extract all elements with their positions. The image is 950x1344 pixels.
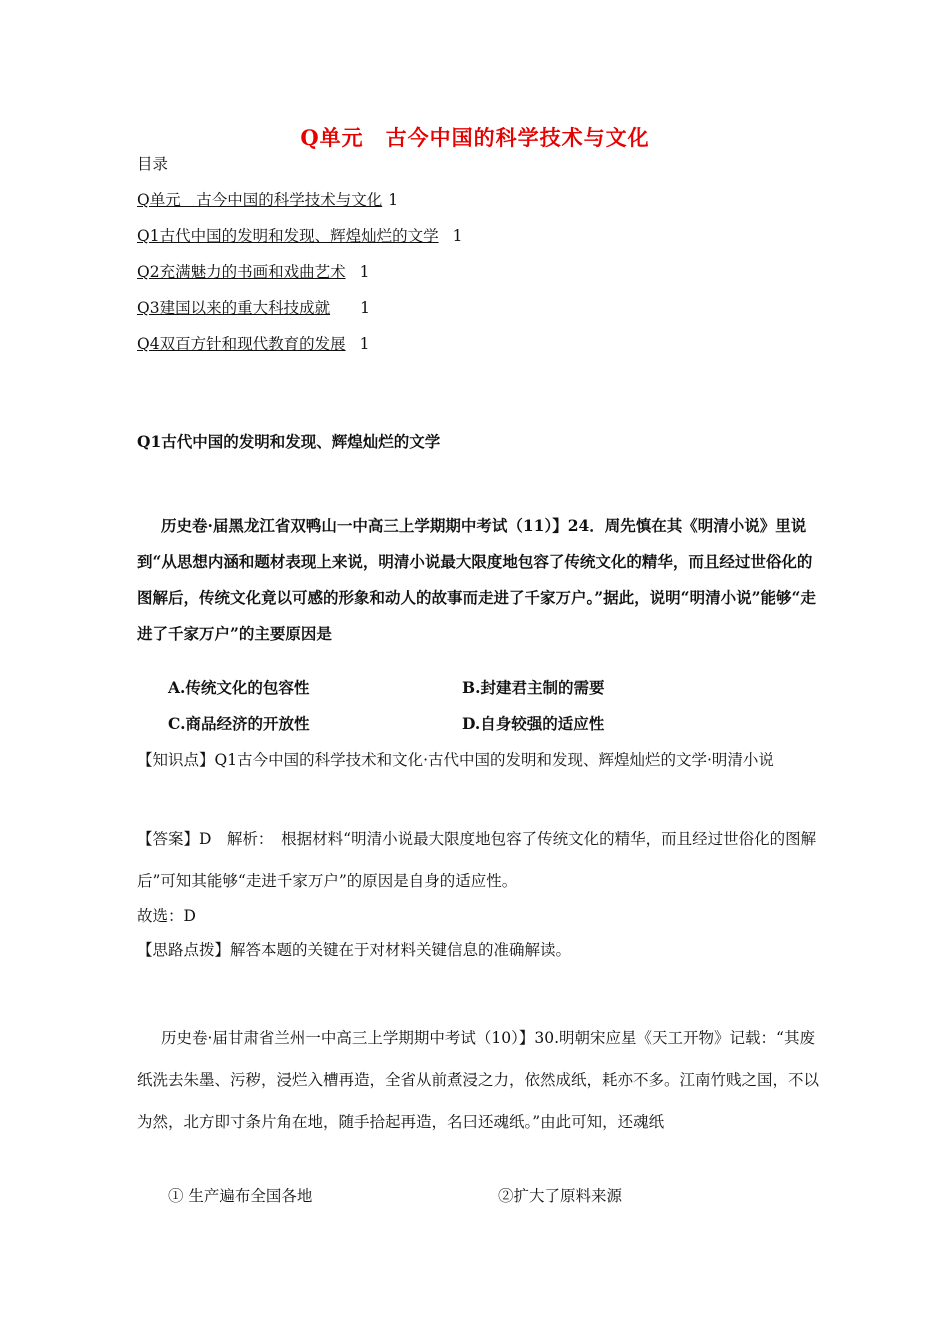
toc-page-number: 1 [388, 191, 399, 209]
section-heading: Q1古代中国的发明和发现、辉煌灿烂的文学 [137, 432, 441, 451]
toc-link[interactable]: Q2充满魅力的书画和戏曲艺术 [137, 263, 346, 281]
toc-item[interactable] [137, 296, 370, 318]
toc-page-number: 1 [452, 227, 463, 245]
toc-item[interactable] [137, 188, 398, 210]
toc-page-number: 1 [359, 335, 370, 353]
toc-link[interactable]: Q1古代中国的发明和发现、辉煌灿烂的文学 [137, 227, 439, 245]
option-c: C.商品经济的开放性 [168, 714, 310, 733]
toc-link[interactable]: Q4双百方针和现代教育的发展 [137, 335, 346, 353]
answer-analysis: 【答案】D 解析： 根据材料“明清小说最大限度地包容了传统文化的精华，而且经过世俗化的图解后”可知其能够“走进千家万户”的原因是自身的适应性。 [137, 830, 817, 890]
question-stem: 历史卷·届甘肃省兰州一中高三上学期期中考试（10）】30.明朝宋应星《天工开物》记载：“其废纸洗去朱墨、污秽，浸烂入槽再造，全省从前煮浸之力，依然成纸，耗亦不多。江南竹贱之国，不以为然，北方即寸条片角在地，随手拾起再造，名曰还魂纸。”由此可知，还魂纸 [137, 1029, 820, 1131]
option-a: A.传统文化的包容性 [168, 678, 310, 697]
question-stem: 历史卷·届黑龙江省双鸭山一中高三上学期期中考试（11）】24．周先慎在其《明清小说》里说到“从思想内涵和题材表现上来说，明清小说最大限度地包容了传统文化的精华，而且经过世俗化的图解后，传统文化竟以可感的形象和动人的故事而走进了千家万户。”据此，说明“明清小说”能够“走进了千家万户”的主要原因是 [137, 516, 816, 643]
option-d: D.自身较强的适应性 [462, 714, 605, 733]
page-title: Q单元 古今中国的科学技术与文化 [300, 125, 650, 150]
option-b: B.封建君主制的需要 [462, 678, 605, 697]
toc-item[interactable] [137, 260, 369, 282]
solution-tip: 【思路点拨】解答本题的关键在于对材料关键信息的准确解读。 [137, 941, 572, 959]
option-1: ① 生产遍布全国各地 [168, 1187, 313, 1205]
toc-link[interactable]: Q单元 古今中国的科学技术与文化 [137, 191, 383, 209]
knowledge-point: 【知识点】Q1古今中国的科学技术和文化·古代中国的发明和发现、辉煌灿烂的文学·明清小说 [137, 751, 774, 769]
toc-page-number: 1 [360, 299, 370, 317]
toc-link[interactable]: Q3建国以来的重大科技成就 [137, 299, 331, 317]
toc-heading: 目录 [137, 155, 169, 173]
option-2: ②扩大了原料来源 [498, 1187, 623, 1205]
answer-choice: 故选：D [137, 907, 196, 925]
toc-item[interactable] [137, 224, 462, 246]
toc-page-number: 1 [359, 263, 370, 281]
toc-item[interactable] [137, 332, 369, 354]
